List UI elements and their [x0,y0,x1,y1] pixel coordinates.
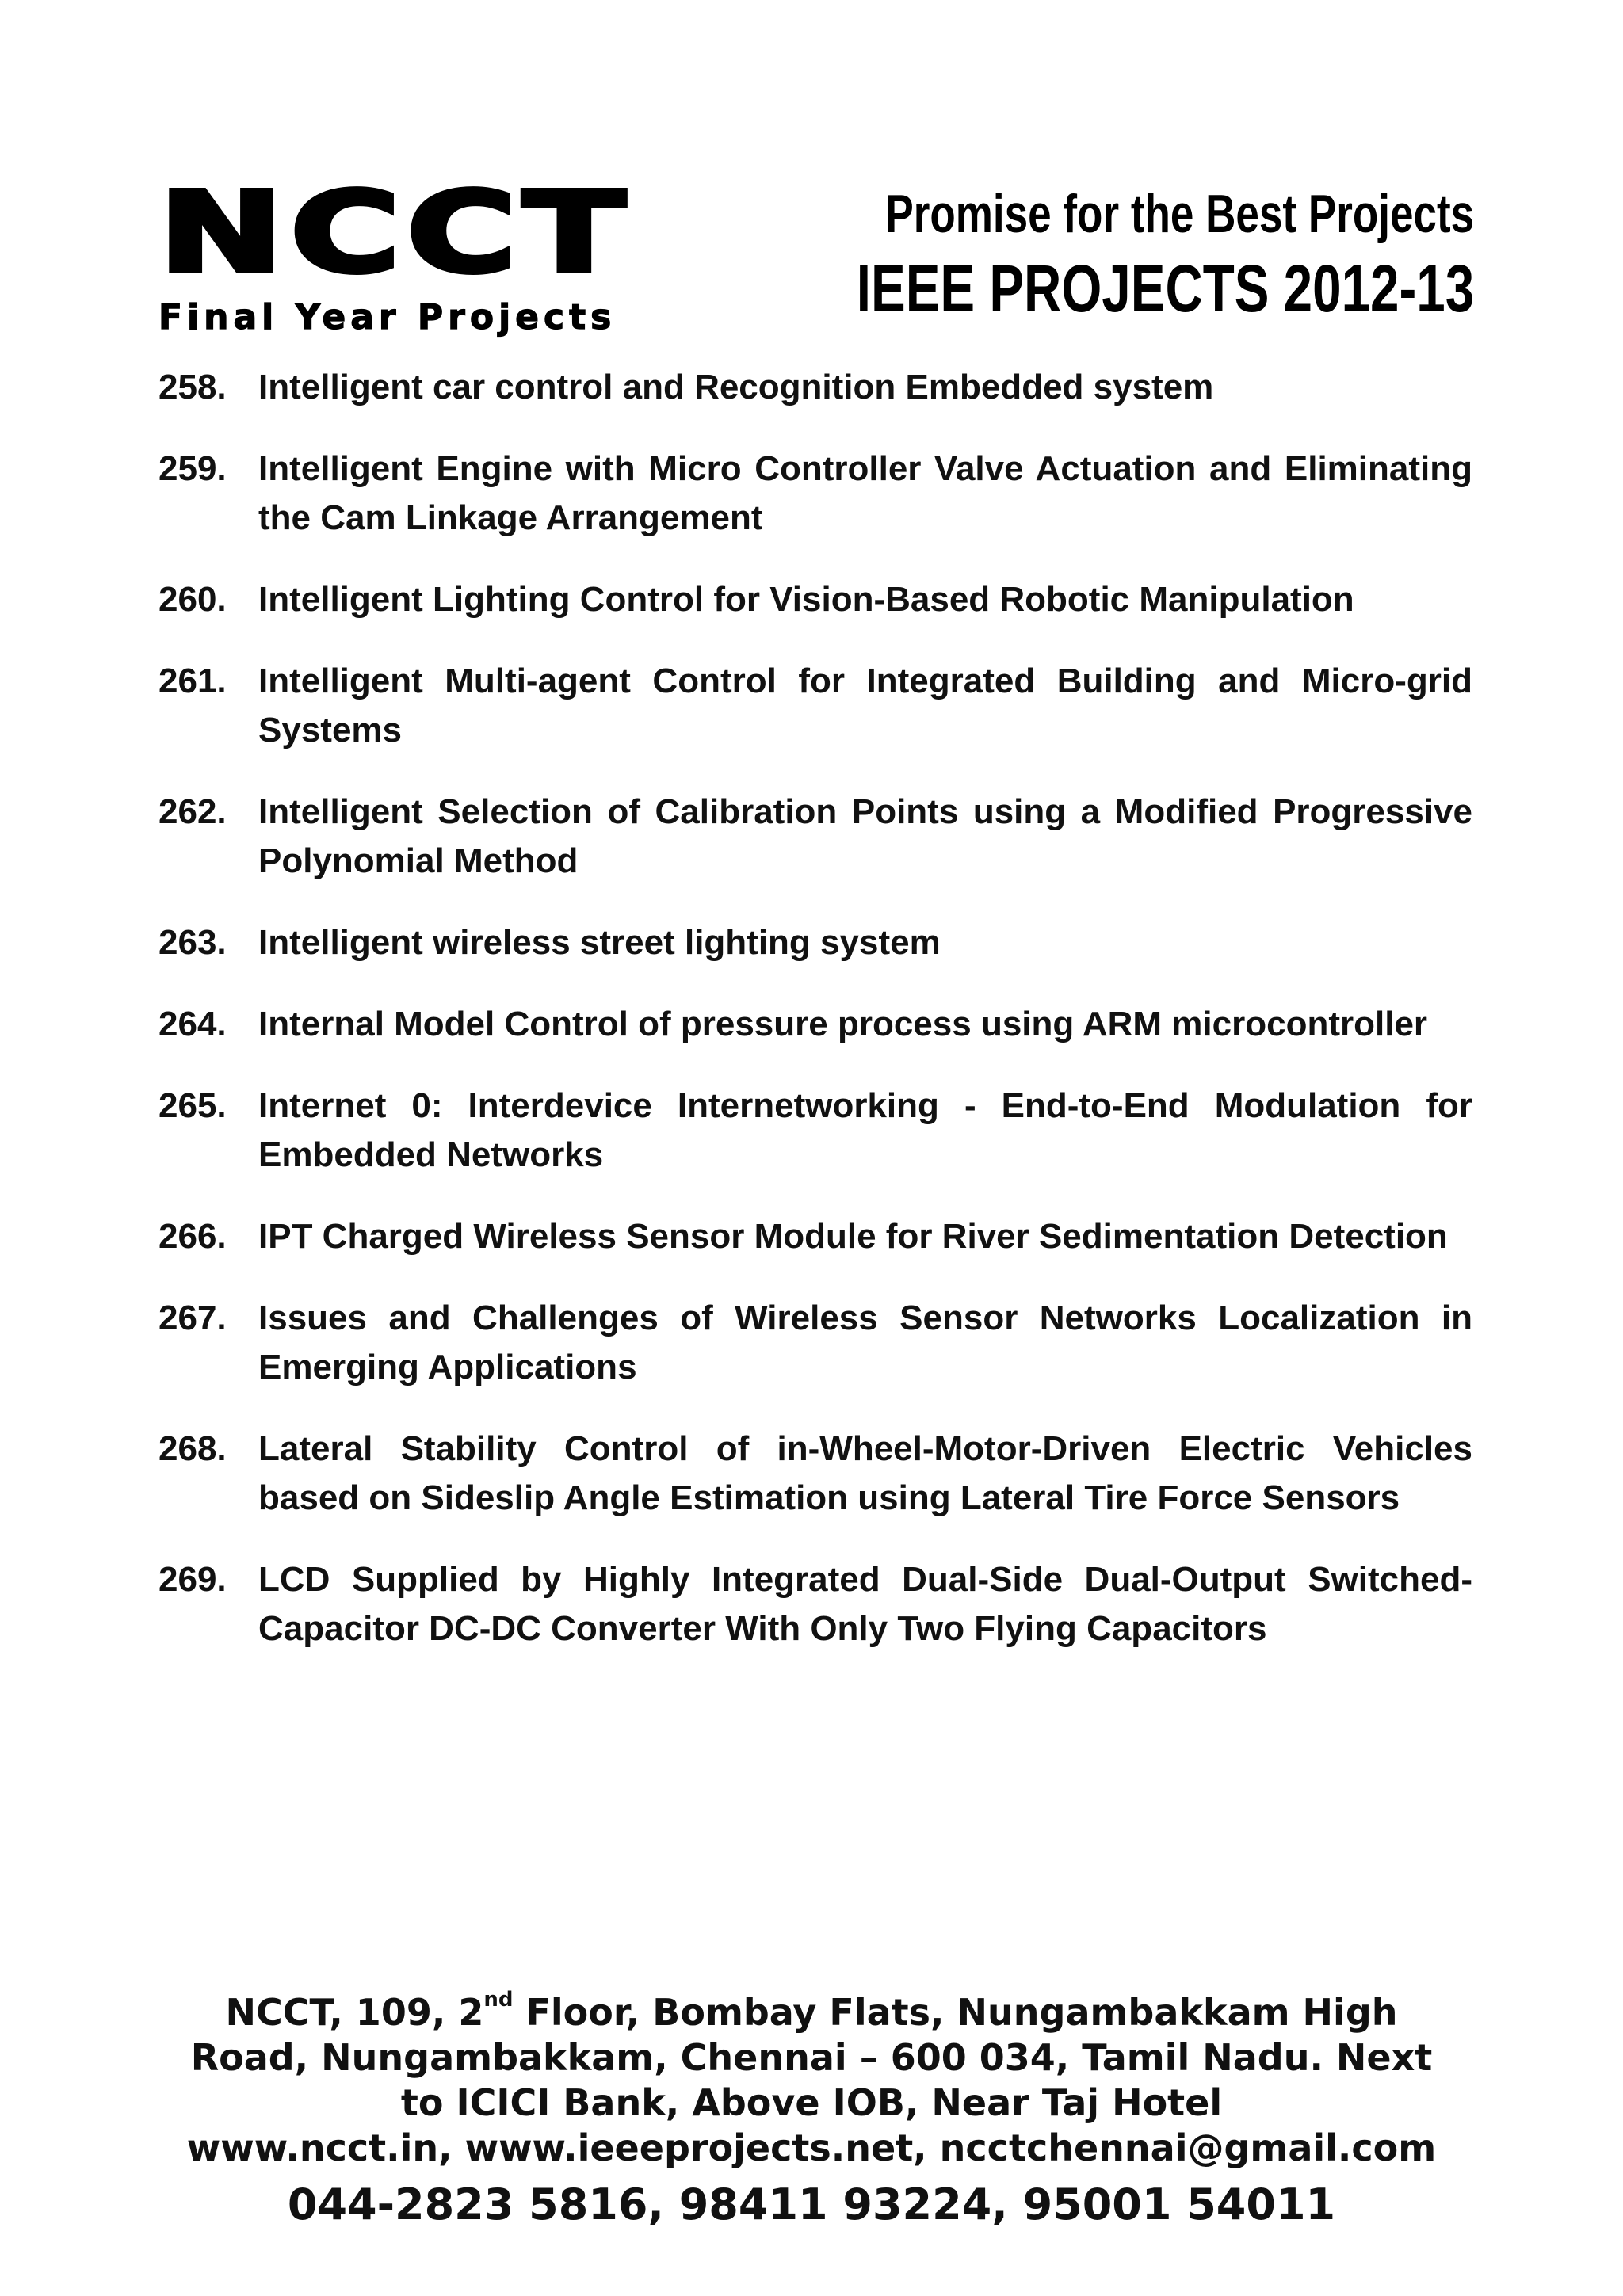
list-item [158,444,1472,543]
list-item [158,1081,1472,1180]
list-item [158,363,1472,412]
item-title: Internet 0: Interdevice Internetworking - End-to-End Modulation for Embedded Networks [258,1086,1472,1174]
item-number: 269. [158,1560,227,1599]
item-title: LCD Supplied by Highly Integrated Dual-Side Dual-Output Switched-Capacitor DC-DC Converter With Only Two Flying Capacitors [258,1560,1472,1648]
tagline: Promise for the Best Projects [885,184,1474,244]
address-part-2: Floor, Bombay Flats, Nungambakkam High [513,1991,1398,2034]
address-line-1 [119,1987,1504,2035]
item-title: Intelligent Lighting Control for Vision-Based Robotic Manipulation [258,580,1354,619]
item-title: Intelligent Engine with Micro Controller Valve Actuation and Eliminating the Cam Linkage Arrangement [258,449,1472,537]
tagline-block [682,182,1474,328]
item-number: 262. [158,792,227,831]
logo-subtitle: Final Year Projects [158,297,617,338]
headline: IEEE PROJECTS 2012-13 [856,251,1474,326]
item-title: Internal Model Control of pressure process using ARM microcontroller [258,1005,1428,1043]
list-item [158,788,1472,886]
page-footer [119,1987,1504,2233]
list-item [158,1212,1472,1261]
item-number: 260. [158,580,227,619]
item-title: Intelligent Multi-agent Control for Integrated Building and Micro-grid Systems [258,662,1472,749]
item-number: 268. [158,1429,227,1468]
address-line-2: Road, Nungambakkam, Chennai – 600 034, Tamil Nadu. Next [190,2036,1433,2079]
address-line-3: to ICICI Bank, Above IOB, Near Taj Hotel [400,2081,1223,2124]
item-title: Intelligent car control and Recognition Embedded system [258,368,1214,406]
item-number: 265. [158,1086,227,1125]
item-title: Intelligent wireless street lighting system [258,923,941,962]
page-header [158,169,1474,338]
project-list [158,363,1472,1686]
address-part-1: NCCT, 109, 2 [225,1991,484,2034]
list-item [158,575,1472,624]
item-title: Issues and Challenges of Wireless Sensor Networks Localization in Emerging Applications [258,1299,1472,1386]
item-number: 258. [158,368,227,406]
logo-mark: NCCT [158,169,632,298]
item-number: 264. [158,1005,227,1043]
item-title: Lateral Stability Control of in-Wheel-Motor-Driven Electric Vehicles based on Sideslip Angle Estimation using Lateral Tire Force Sensors [258,1429,1472,1517]
item-number: 259. [158,449,227,488]
list-item [158,918,1472,967]
list-item [158,1294,1472,1392]
item-title: Intelligent Selection of Calibration Points using a Modified Progressive Polynomial Method [258,792,1472,880]
item-number: 263. [158,923,227,962]
item-title: IPT Charged Wireless Sensor Module for River Sedimentation Detection [258,1217,1448,1256]
list-item [158,1000,1472,1049]
ordinal-suffix: nd [483,1987,514,2012]
websites-line: www.ncct.in, www.ieeeprojects.net, ncctchennai@gmail.com [186,2126,1437,2169]
item-number: 261. [158,662,227,700]
list-item [158,1425,1472,1523]
phone-numbers: 044-2823 5816, 98411 93224, 95001 54011 [287,2180,1336,2229]
ncct-logo [158,169,632,338]
list-item [158,1555,1472,1653]
item-number: 266. [158,1217,227,1256]
list-item [158,657,1472,755]
item-number: 267. [158,1299,227,1337]
